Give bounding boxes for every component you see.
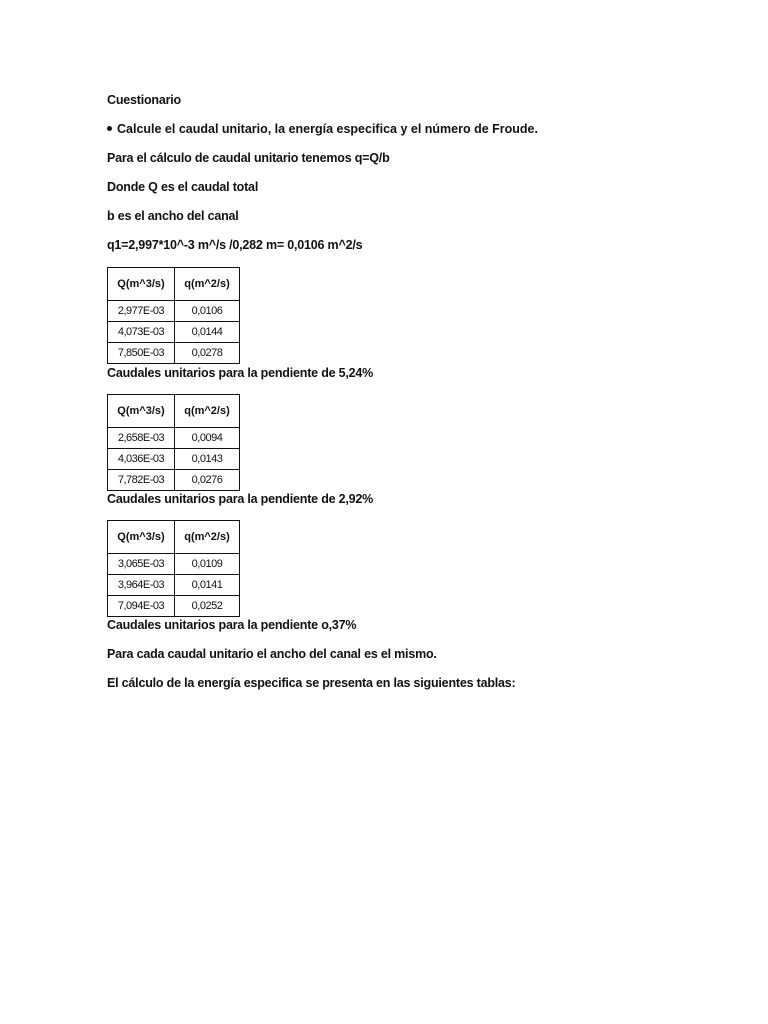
- discharge-table-1: [107, 267, 240, 364]
- discharge-table-2: [107, 394, 240, 491]
- paragraph-q-definition: Donde Q es el caudal total: [107, 180, 259, 194]
- cell-Q: 3,964E-03: [108, 575, 175, 596]
- cell-q: 0,0109: [175, 554, 240, 575]
- table-header-row: [108, 268, 240, 301]
- table-row: [108, 470, 240, 491]
- cell-Q: 7,094E-03: [108, 596, 175, 617]
- cell-Q: 4,073E-03: [108, 322, 175, 343]
- cell-q: 0,0094: [175, 428, 240, 449]
- header-q: q(m^2/s): [175, 395, 240, 428]
- heading-cuestionario: Cuestionario: [107, 93, 181, 107]
- paragraph-q1-calculation: q1=2,997*10^-3 m^/s /0,282 m= 0,0106 m^2/s: [107, 238, 363, 252]
- table-row: [108, 322, 240, 343]
- table-row: [108, 575, 240, 596]
- table-row: [108, 343, 240, 364]
- table-caption-3: Caudales unitarios para la pendiente o,37%: [107, 618, 357, 632]
- table-row: [108, 596, 240, 617]
- cell-Q: 3,065E-03: [108, 554, 175, 575]
- cell-Q: 7,782E-03: [108, 470, 175, 491]
- cell-q: 0,0278: [175, 343, 240, 364]
- table-row: [108, 449, 240, 470]
- cell-Q: 2,977E-03: [108, 301, 175, 322]
- cell-q: 0,0144: [175, 322, 240, 343]
- bullet-text: Calcule el caudal unitario, la energía especifica y el número de Froude.: [117, 122, 538, 136]
- cell-q: 0,0252: [175, 596, 240, 617]
- paragraph-b-definition: b es el ancho del canal: [107, 209, 239, 223]
- header-Q: Q(m^3/s): [108, 268, 175, 301]
- paragraph-same-width: Para cada caudal unitario el ancho del canal es el mismo.: [107, 647, 437, 661]
- cell-Q: 2,658E-03: [108, 428, 175, 449]
- header-Q: Q(m^3/s): [108, 521, 175, 554]
- header-Q: Q(m^3/s): [108, 395, 175, 428]
- table-header-row: [108, 395, 240, 428]
- bullet-item: [107, 122, 538, 136]
- bullet-icon: [107, 126, 112, 131]
- cell-Q: 4,036E-03: [108, 449, 175, 470]
- table-caption-1: Caudales unitarios para la pendiente de 5,24%: [107, 366, 374, 380]
- header-q: q(m^2/s): [175, 268, 240, 301]
- paragraph-energy-intro: El cálculo de la energía especifica se presenta en las siguientes tablas:: [107, 676, 516, 690]
- table-caption-2: Caudales unitarios para la pendiente de 2,92%: [107, 492, 374, 506]
- table-row: [108, 554, 240, 575]
- table-row: [108, 428, 240, 449]
- cell-q: 0,0276: [175, 470, 240, 491]
- cell-Q: 7,850E-03: [108, 343, 175, 364]
- header-q: q(m^2/s): [175, 521, 240, 554]
- cell-q: 0,0106: [175, 301, 240, 322]
- paragraph-formula-intro: Para el cálculo de caudal unitario tenemos q=Q/b: [107, 151, 390, 165]
- discharge-table-3: [107, 520, 240, 617]
- cell-q: 0,0143: [175, 449, 240, 470]
- table-row: [108, 301, 240, 322]
- table-header-row: [108, 521, 240, 554]
- cell-q: 0,0141: [175, 575, 240, 596]
